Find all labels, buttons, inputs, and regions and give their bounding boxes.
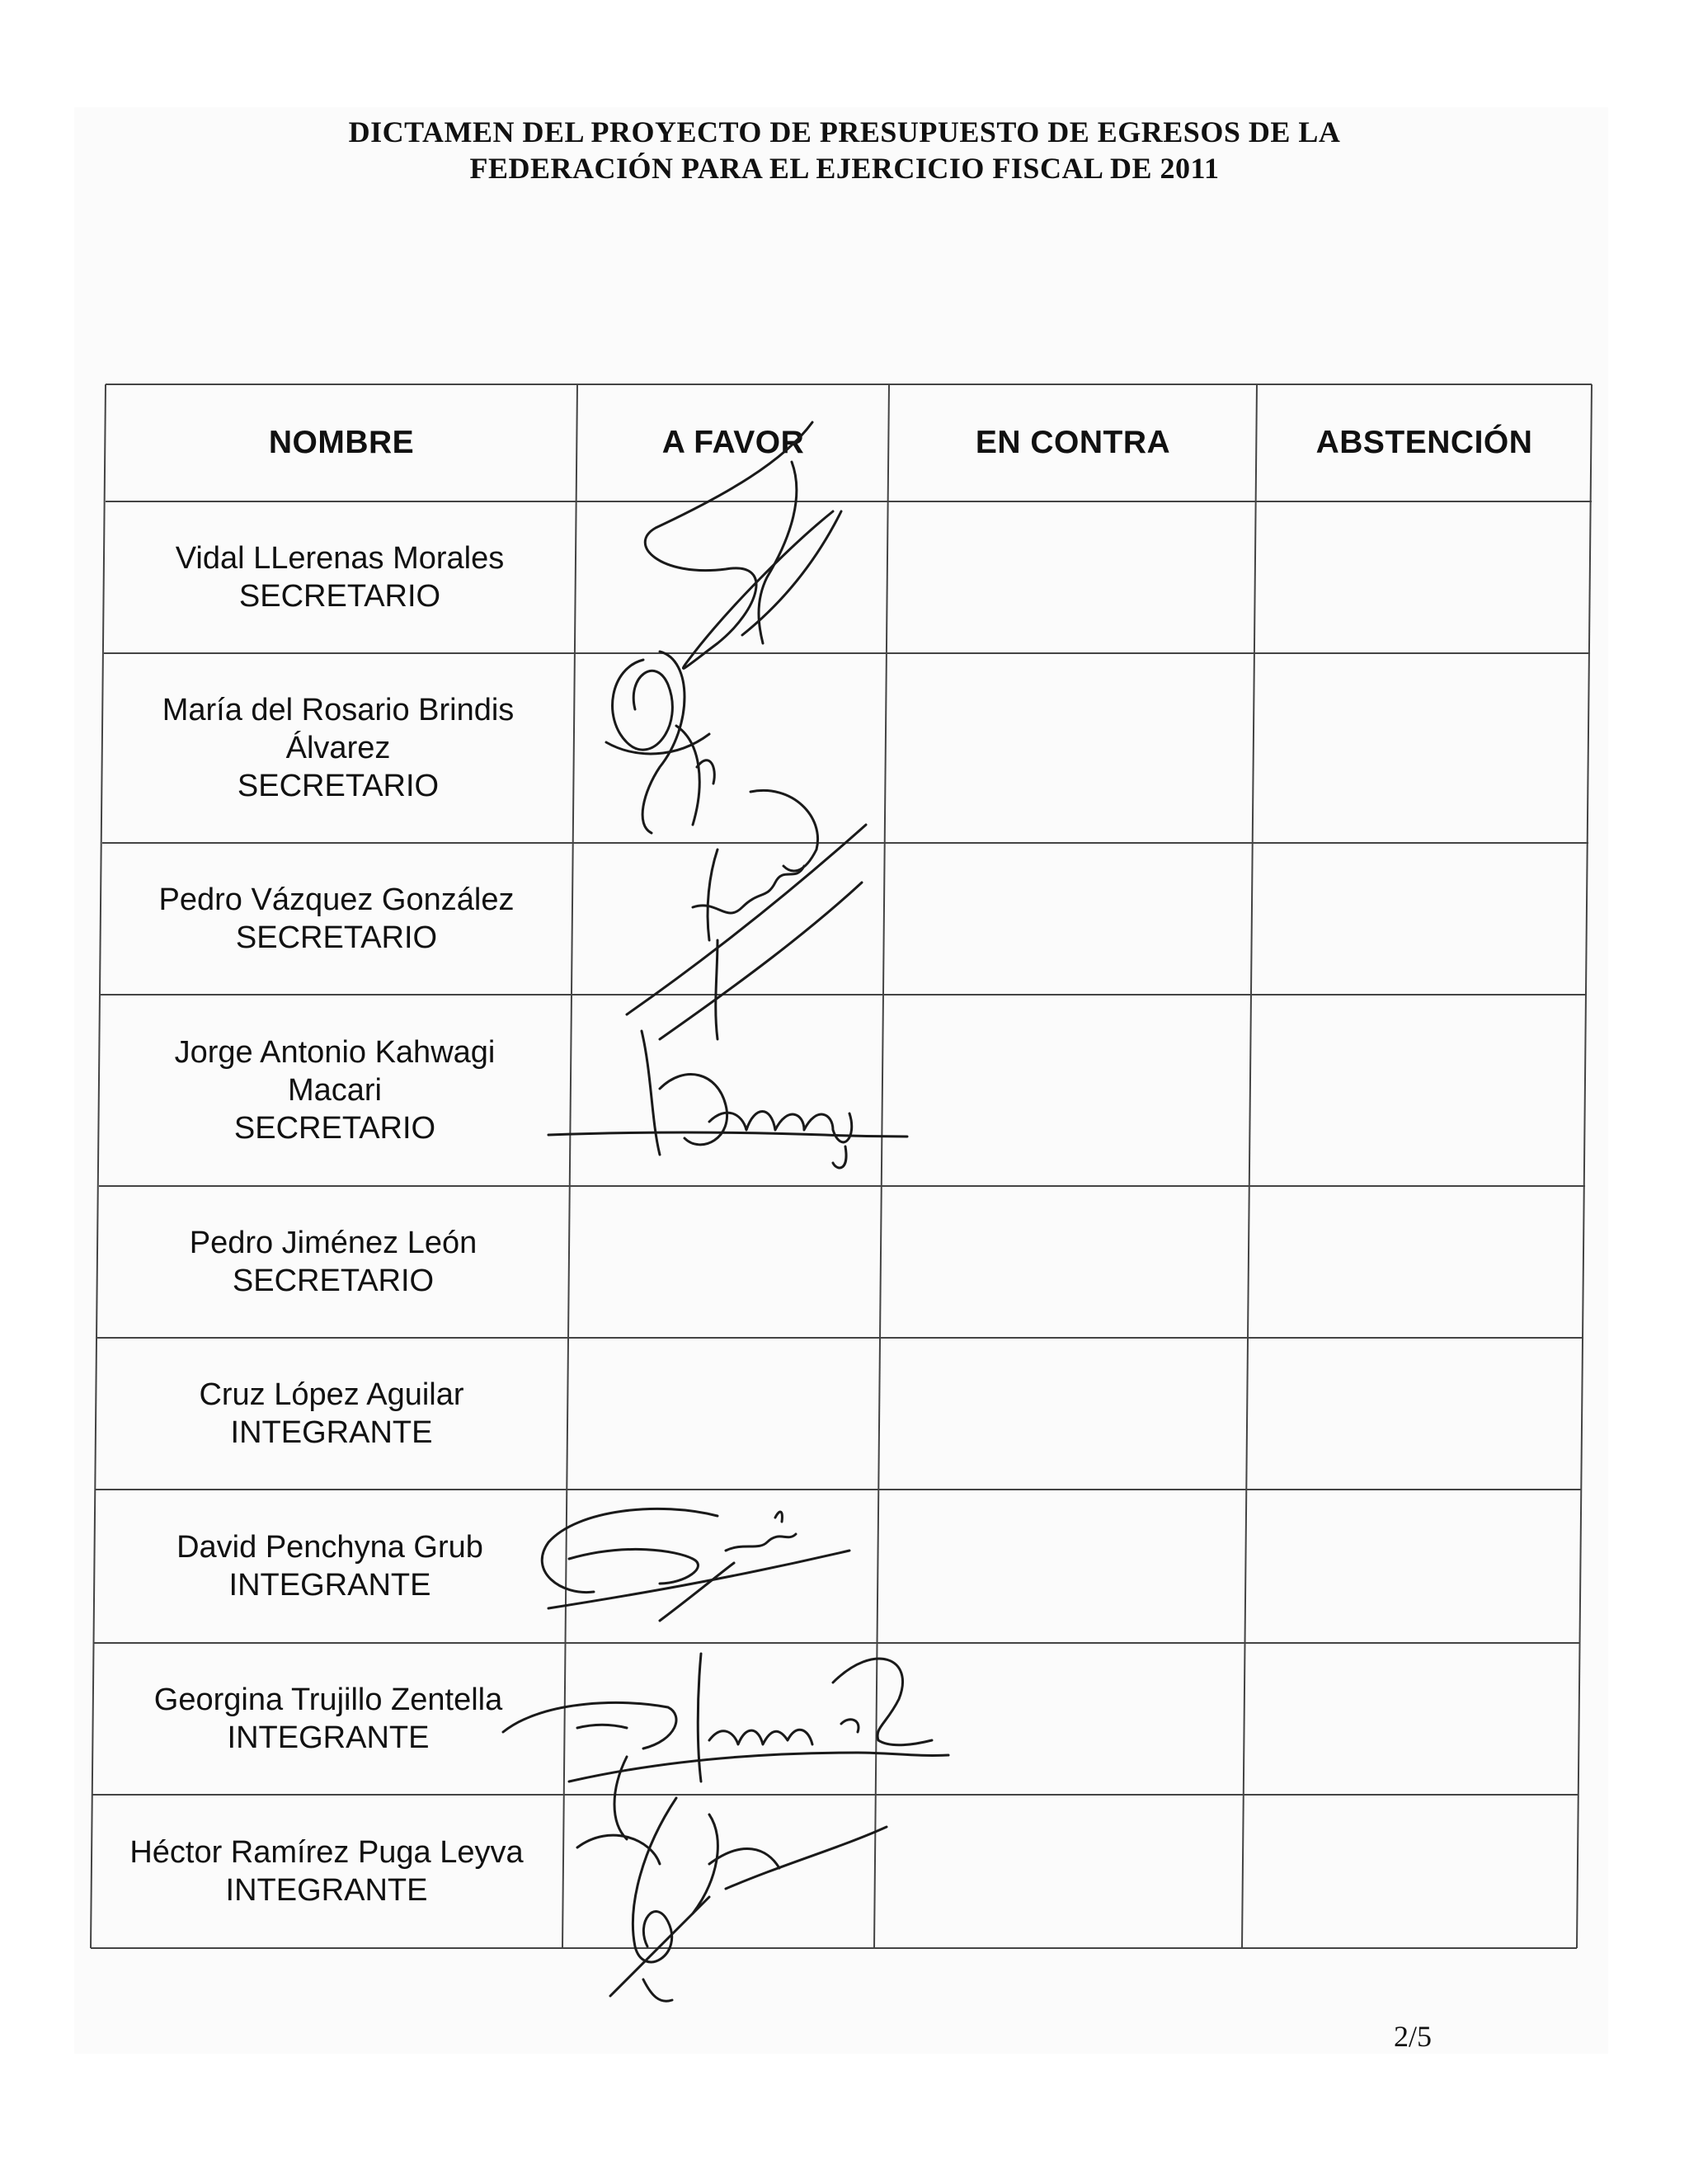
member-name: Pedro Jiménez León (189, 1226, 478, 1260)
table-row-name (97, 1186, 569, 1338)
member-name: Pedro Vázquez González (158, 883, 515, 917)
table-row-name (94, 1490, 566, 1643)
header-name: NOMBRE (268, 425, 415, 460)
member-name: David Penchyna Grub (176, 1530, 483, 1565)
table-row-name (96, 1338, 567, 1490)
member-name: Jorge Antonio Kahwagi (174, 1035, 496, 1070)
member-role: SECRETARIO (233, 1111, 436, 1146)
title-line-2: FEDERACIÓN PARA EL EJERCICIO FISCAL DE 2011 (469, 152, 1220, 185)
member-role: INTEGRANTE (230, 1415, 433, 1450)
header-abstention: ABSTENCIÓN (1315, 425, 1533, 460)
member-name-cont: Macari (287, 1073, 383, 1108)
member-name: Vidal LLerenas Morales (175, 541, 505, 576)
page-number: 2/5 (1394, 2020, 1433, 2053)
title-line-1: DICTAMEN DEL PROYECTO DE PRESUPUESTO DE EGRESOS DE LA (348, 115, 1341, 148)
member-name: Héctor Ramírez Puga Leyva (129, 1835, 524, 1870)
member-name: María del Rosario Brindis (162, 693, 515, 727)
table-row-name (99, 995, 571, 1186)
member-role: SECRETARIO (232, 1264, 435, 1298)
member-name: Cruz López Aguilar (199, 1377, 464, 1412)
table-row-name (101, 843, 572, 995)
member-name-cont: Álvarez (285, 731, 391, 765)
member-role: SECRETARIO (237, 769, 440, 803)
table-row-name (92, 1643, 564, 1795)
member-role: INTEGRANTE (228, 1568, 431, 1603)
header-against: EN CONTRA (975, 425, 1171, 460)
member-role: SECRETARIO (235, 920, 438, 955)
member-role: INTEGRANTE (227, 1720, 430, 1755)
document-title (0, 114, 1689, 186)
table-row-name (91, 1795, 562, 1948)
table-row-name (102, 653, 574, 843)
member-role: SECRETARIO (238, 579, 441, 614)
vote-table (89, 384, 1592, 1951)
table-row-name (104, 501, 576, 653)
member-role: INTEGRANTE (225, 1873, 428, 1908)
header-favor: A FAVOR (661, 425, 805, 460)
member-name: Georgina Trujillo Zentella (153, 1683, 503, 1717)
